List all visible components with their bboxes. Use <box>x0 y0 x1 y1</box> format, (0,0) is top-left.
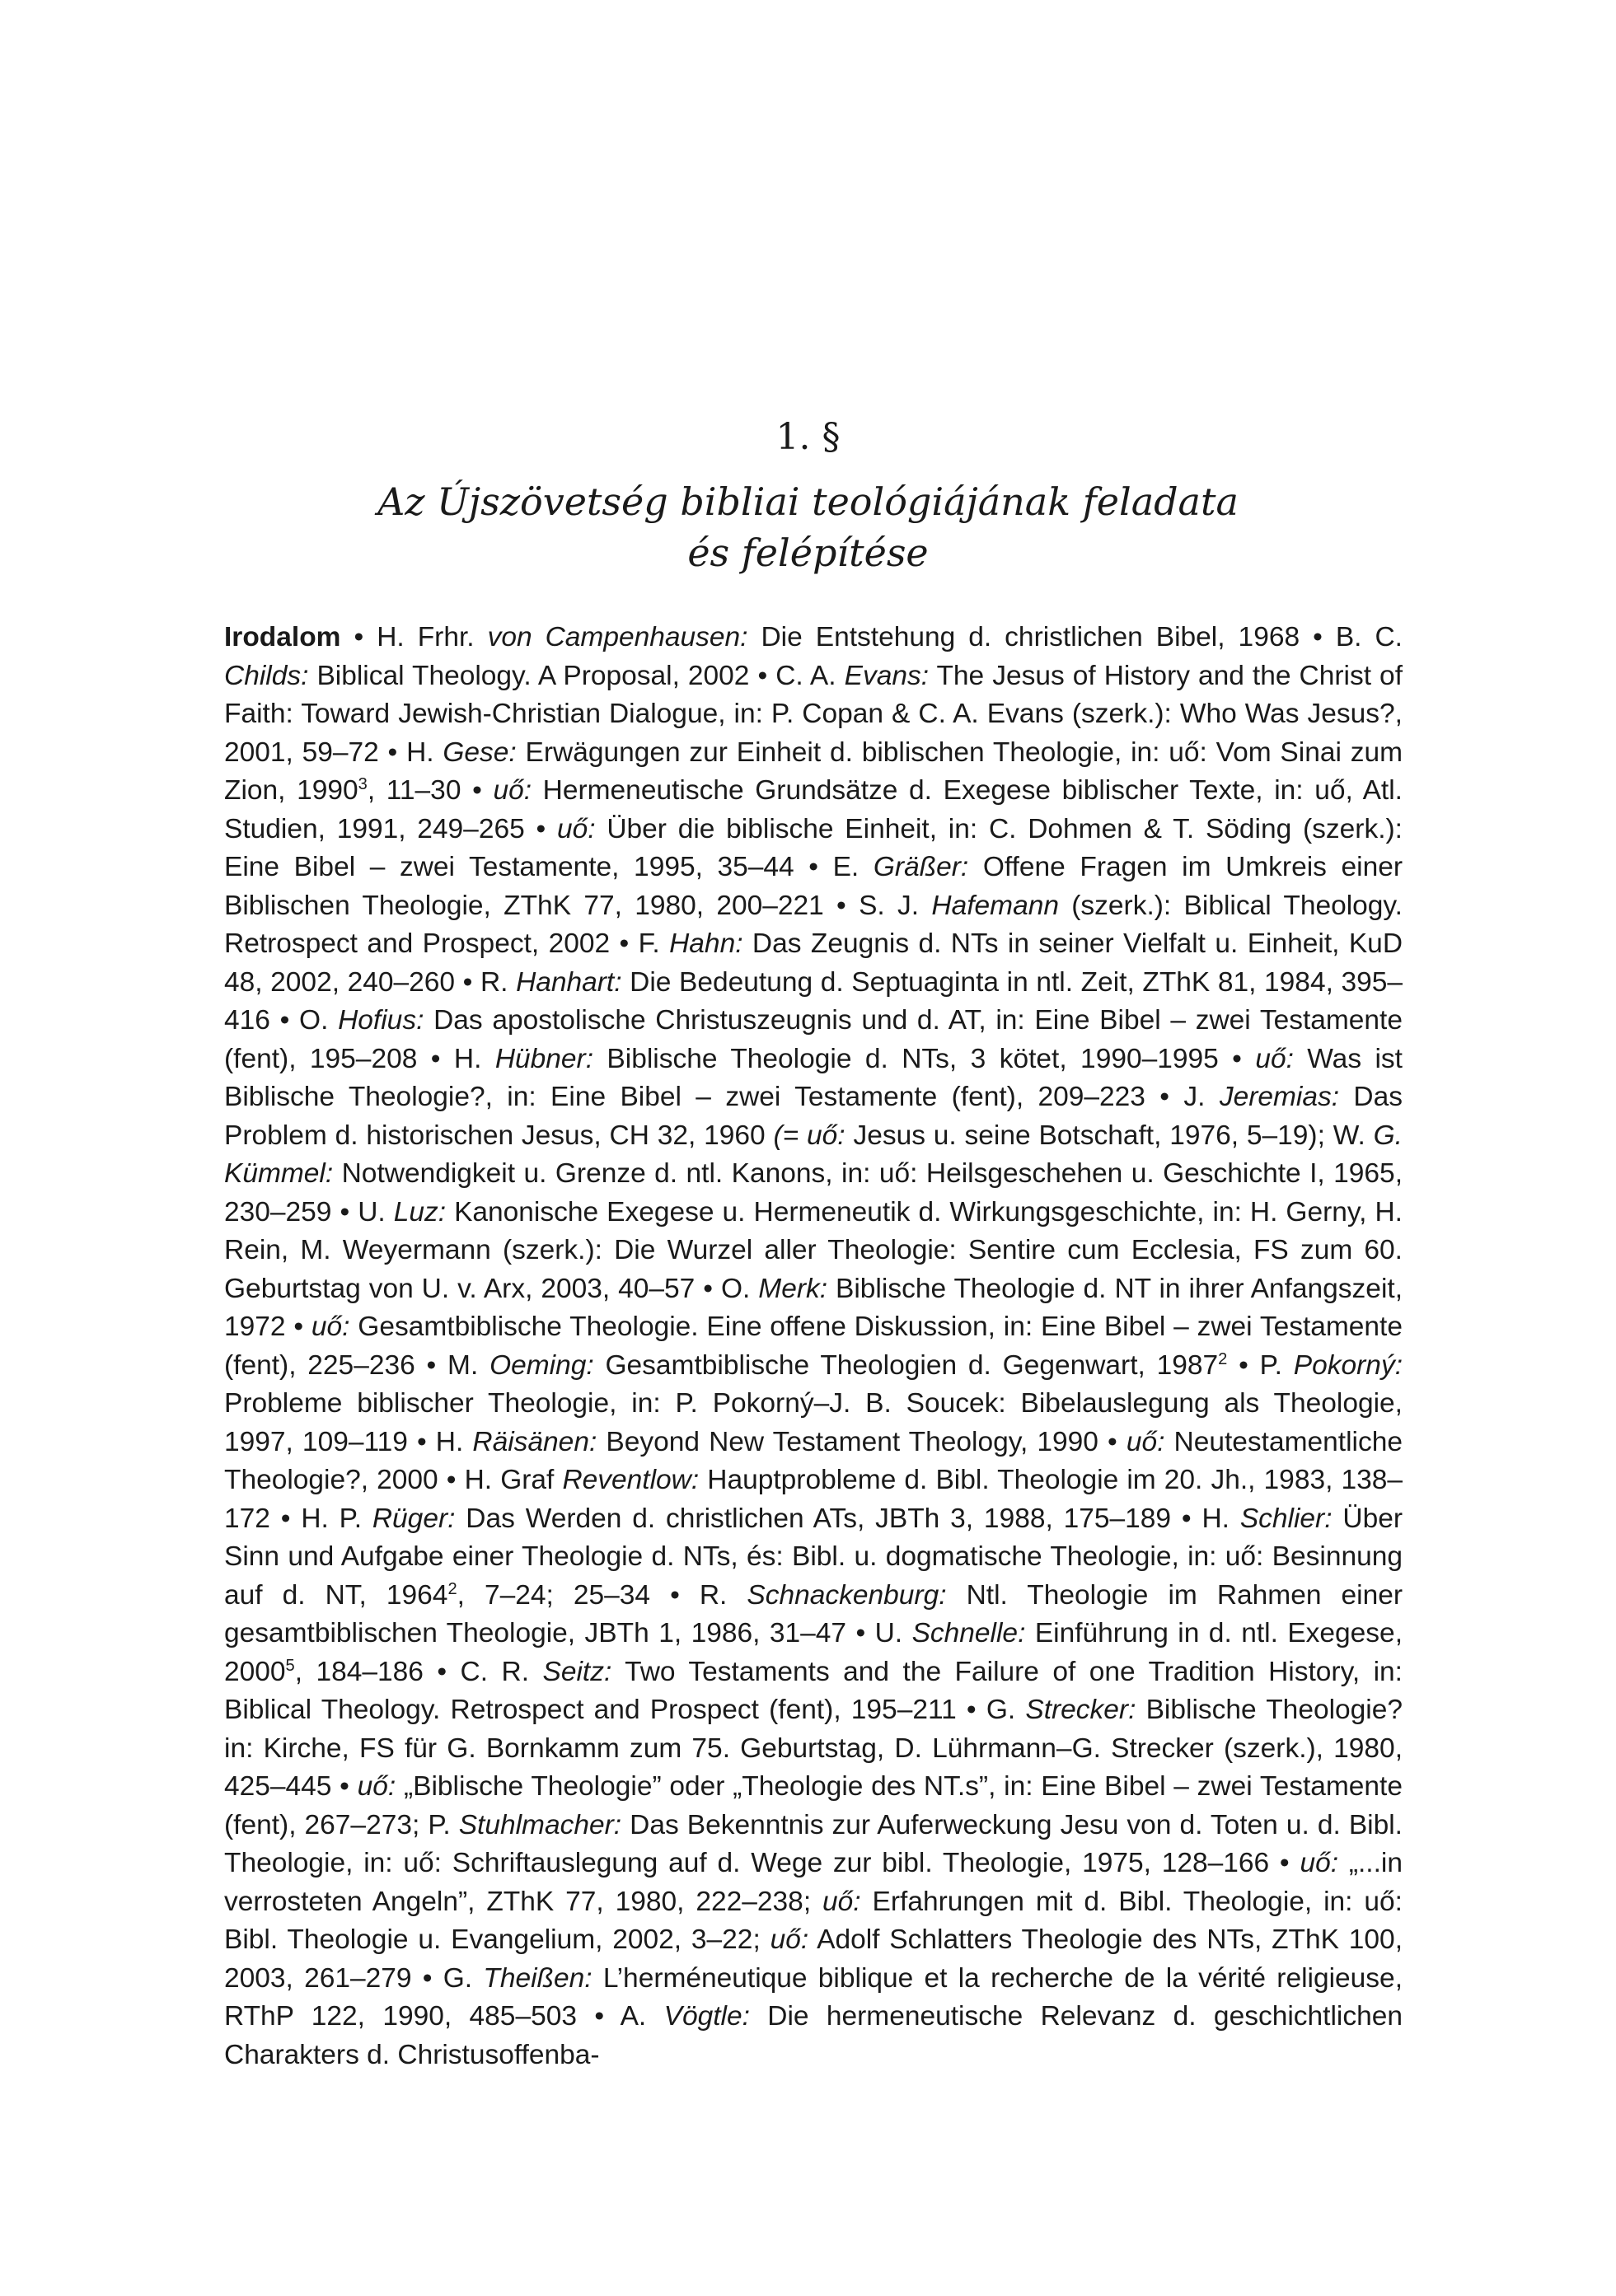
author-name: Räisänen: <box>472 1426 597 1457</box>
author-name: Schnelle: <box>911 1618 1026 1648</box>
citation-text: , 7–24; 25–34 • R. <box>457 1579 747 1611</box>
author-name: uő: <box>311 1312 350 1342</box>
citation-text: Ntl. Theologie im Rahmen einer gesamtbiblischen Theologie, JBTh 1, 1986, 31–47 • U. <box>224 1579 1403 1648</box>
author-name: uő: <box>770 1924 809 1955</box>
citation-text: „...in verrosteten Angeln”, ZThK 77, 1980, 222–238; <box>224 1848 1403 1917</box>
citation-text: Adolf Schlatters Theologie des NTs, ZThK 100, 2003, 261–279 • G. <box>224 1924 1403 1994</box>
citation-text: Hauptprobleme d. Bibl. Theologie im 20. Jh., 1983, 138–172 • H. P. <box>224 1465 1403 1534</box>
citation-text: • H. Frhr. <box>340 622 488 652</box>
author-name: Schnackenburg: <box>747 1579 947 1611</box>
citation-text: Kanonische Exegese u. Hermeneutik d. Wirkungsgeschichte, in: H. Gerny, H. Rein, M. Weyermann (szerk.): Die Wurzel aller Theologie: Sentire cum Ecclesia, FS zum 60. Geburtstag von U. v. Arx, 2003, 40–57 • O. <box>224 1196 1403 1304</box>
citation-text: „Biblische Theologie” oder „Theologie des NT.s”, in: Eine Bibel – zwei Testamente (fent), 267–273; P. <box>224 1771 1403 1840</box>
author-name: uő: <box>556 813 596 844</box>
citation-text: Neutestamentliche Theologie?, 2000 • H. Graf <box>224 1426 1403 1495</box>
author-name: Vögtle: <box>663 2001 750 2032</box>
author-name: Evans: <box>844 660 930 691</box>
author-name: Oeming: <box>489 1349 594 1381</box>
citation-text: Biblische Theologie d. NT in ihrer Anfangszeit, 1972 • <box>224 1273 1403 1342</box>
author-name: Hanhart: <box>516 966 622 998</box>
citation-text: Biblische Theologie d. NTs, 3 kötet, 1990–1995 • <box>593 1043 1256 1074</box>
citation-text: Biblische Theologie? in: Kirche, FS für G. Bornkamm zum 75. Geburtstag, D. Lührmann–G. Strecker (szerk.), 1980, 425–445 • <box>224 1695 1403 1802</box>
citation-text: , 184–186 • C. R. <box>294 1656 543 1687</box>
citation-text: • P. <box>1227 1349 1294 1381</box>
author-name: uő: <box>1255 1043 1294 1074</box>
bibliography-paragraph <box>224 619 1403 2074</box>
citation-text: L’herméneutique biblique et la recherche de la vérité religieuse, RThP 122, 1990, 485–503 • A. <box>224 1962 1403 2032</box>
citation-text: , 11–30 • <box>367 775 494 806</box>
author-name: Hahn: <box>669 928 743 959</box>
author-name: Jeremias: <box>1219 1082 1340 1112</box>
citation-text: Erfahrungen mit d. Bibl. Theologie, in: uő: Bibl. Theologie u. Evangelium, 2002, 3–22; <box>224 1886 1403 1955</box>
citation-text: Jesus u. seine Botschaft, 1976, 5–19); W. <box>845 1120 1374 1151</box>
author-name: Strecker: <box>1025 1695 1136 1725</box>
bibliography-label: Irodalom <box>224 622 341 652</box>
author-name: uő: <box>1126 1426 1165 1457</box>
author-name: uő: <box>493 775 532 806</box>
author-name: Hübner: <box>494 1043 594 1074</box>
author-name: Gräßer: <box>873 852 969 882</box>
citation-text: Die hermeneutische Relevanz d. geschichtlichen Charakters d. Christusoffenba- <box>224 2001 1403 2070</box>
superscript-edition: 3 <box>358 774 368 793</box>
citation-text: Erwägungen zur Einheit d. biblischen Theologie, in: uő: Vom Sinai zum Zion, 1990 <box>224 736 1403 806</box>
citation-text: Gesamtbiblische Theologien d. Gegenwart, 1987 <box>593 1349 1219 1381</box>
author-name: Seitz: <box>542 1656 612 1687</box>
author-name: Hafemann <box>931 890 1059 921</box>
citation-text: Über Sinn und Aufgabe einer Theologie d. NTs, és: Bibl. u. dogmatische Theologie, in: uő: Besinnung auf d. NT, 1964 <box>224 1503 1403 1611</box>
citation-text: Das apostolische Christuszeugnis und d. AT, in: Eine Bibel – zwei Testamente (fent), 195–208 • H. <box>224 1005 1403 1074</box>
author-name: G. Kümmel: <box>224 1120 1403 1189</box>
author-name: Reventlow: <box>562 1465 700 1495</box>
author-name: Hofius: <box>338 1005 424 1036</box>
author-name: uő: <box>357 1771 396 1802</box>
superscript-edition: 2 <box>447 1579 457 1598</box>
citation-text: Hermeneutische Grundsätze d. Exegese biblischer Texte, in: uő, Atl. Studien, 1991, 249–265 • <box>224 775 1403 844</box>
citation-text: Beyond New Testament Theology, 1990 • <box>597 1426 1127 1457</box>
author-name: von Campenhausen: <box>487 622 748 652</box>
citation-text: Das Problem d. historischen Jesus, CH 32, 1960 <box>224 1082 1403 1151</box>
section-number: 1. § <box>775 416 841 458</box>
citation-text: Die Entstehung d. christlichen Bibel, 1968 • B. C. <box>747 622 1403 652</box>
author-name: Theißen: <box>483 1962 593 1994</box>
citation-text: The Jesus of History and the Christ of Faith: Toward Jewish-Christian Dialogue, in: P. Copan & C. A. Evans (szerk.): Who Was Jesus?, 2001, 59–72 • H. <box>224 660 1403 768</box>
citation-text: Einführung in d. ntl. Exegese, 2000 <box>224 1618 1403 1687</box>
citation-text: (szerk.): Biblical Theology. Retrospect and Prospect, 2002 • F. <box>224 890 1403 959</box>
superscript-edition: 2 <box>1218 1349 1228 1368</box>
citation-text: Gesamtbiblische Theologie. Eine offene Diskussion, in: Eine Bibel – zwei Testamente (fent), 225–236 • M. <box>224 1312 1403 1381</box>
citation-text: Notwendigkeit u. Grenze d. ntl. Kanons, in: uő: Heilsgeschehen u. Geschichte I, 1965, 230–259 • U. <box>224 1158 1403 1227</box>
author-name: uő: <box>822 1886 861 1917</box>
chapter-title-line-2: és felépítése <box>687 531 929 575</box>
author-name: (= uő: <box>773 1120 845 1151</box>
author-name: uő: <box>1300 1848 1339 1878</box>
chapter-title <box>0 476 1616 578</box>
author-name: Stuhlmacher: <box>458 1809 622 1840</box>
citation-text: Das Werden d. christlichen ATs, JBTh 3, 1988, 175–189 • H. <box>455 1503 1240 1534</box>
citation-text: Offene Fragen im Umkreis einer Biblischen Theologie, ZThK 77, 1980, 200–221 • S. J. <box>224 852 1403 921</box>
citation-text: Probleme biblischer Theologie, in: P. Pokorný–J. B. Soucek: Bibelauslegung als Theologie, 1997, 109–119 • H. <box>224 1388 1403 1457</box>
citation-text: Das Zeugnis d. NTs in seiner Vielfalt u. Einheit, KuD 48, 2002, 240–260 • R. <box>224 928 1403 998</box>
citation-text: Was ist Biblische Theologie?, in: Eine Bibel – zwei Testamente (fent), 209–223 • J. <box>224 1043 1403 1112</box>
author-name: Merk: <box>758 1273 828 1304</box>
citation-text: Über die biblische Einheit, in: C. Dohmen & T. Söding (szerk.): Eine Bibel – zwei Testamente, 1995, 35–44 • E. <box>224 813 1403 882</box>
citation-text: Biblical Theology. A Proposal, 2002 • C. A. <box>308 660 845 691</box>
citation-text: Das Bekenntnis zur Auferweckung Jesu von d. Toten u. d. Bibl. Theologie, in: uő: Schriftauslegung auf d. Wege zur bibl. Theologie, 1975, 128–166 • <box>224 1809 1403 1878</box>
author-name: Rüger: <box>372 1503 456 1534</box>
author-name: Pokorný: <box>1293 1349 1403 1381</box>
chapter-title-line-1: Az Újszövetség bibliai teológiájának feladata <box>377 479 1239 524</box>
citation-text: Two Testaments and the Failure of one Tradition History, in: Biblical Theology. Retrospect and Prospect (fent), 195–211 • G. <box>224 1656 1403 1725</box>
author-name: Schlier: <box>1239 1503 1333 1534</box>
author-name: Childs: <box>224 660 309 691</box>
citation-text: Die Bedeutung d. Septuaginta in ntl. Zeit, ZThK 81, 1984, 395–416 • O. <box>224 966 1403 1036</box>
author-name: Gese: <box>443 736 517 768</box>
superscript-edition: 5 <box>285 1656 295 1675</box>
author-name: Luz: <box>393 1196 447 1227</box>
